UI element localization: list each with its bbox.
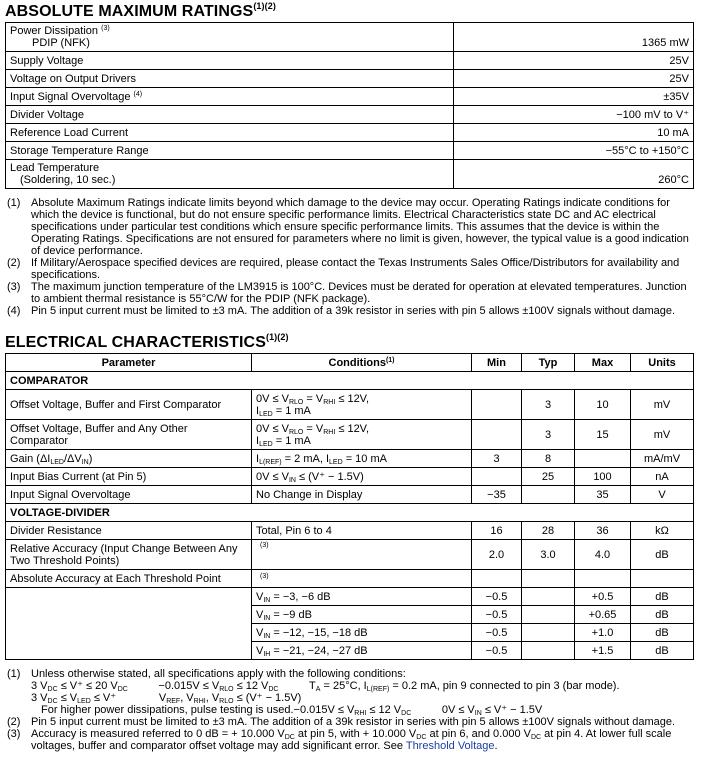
table-row: Input Signal Overvoltage $^{(4)}$ ±35V [6,88,694,106]
table-row: Offset Voltage, Buffer and Any Other Comparator $0V \le V_{RLO} = V_{RHI} \le 12V$, $I_{LED} = 1$ mA 3 15 mV [6,420,694,450]
table-row: Gain $(\Delta I_{LED}/\Delta V_{IN})$ $I_{L(REF)} = 2$ mA, $I_{LED} = 10$ mA 3 8 mA/mV [6,450,694,468]
table-row: Relative Accuracy (Input Change Between Any Two Threshold Points) $^{(3)}$ 2.0 3.0 4.0 dB [6,540,694,570]
table-row: Input Signal Overvoltage No Change in Display −35 35 V [6,486,694,504]
header-typ: Typ [522,354,575,372]
footnote: (2) Pin 5 input current must be limited to ±3 mA. The addition of a 39k resistor in series with pin 5 allows ±100V signals without damage. [7,716,676,728]
footnote: (2) If Military/Aerospace specified devices are required, please contact the Texas Instruments Sales Office/Distributors for availability and specifications. [7,257,680,281]
header-min: Min [472,354,522,372]
section-row: VOLTAGE-DIVIDER [6,504,694,522]
table-row: Offset Voltage, Buffer and First Comparator $0V \le V_{RLO} = V_{RHI} \le 12V$, $I_{LED} = 1$ mA 3 10 mV [6,390,694,420]
table-row: Reference Load Current 10 mA [6,124,694,142]
abs-max-title: ABSOLUTE MAXIMUM $RATINGS^{(1)(2)}$ [5,1,276,20]
abs-max-notes [7,197,693,317]
elec-char-title: ELECTRICAL $CHARACTERISTICS^{(1)(2)}$ [5,332,289,351]
abs-max-table [5,22,694,189]
table-row: Voltage on Output Drivers 25V [6,70,694,88]
table-row: Divider Voltage −100 mV to V⁺ [6,106,694,124]
footnote: (3) The maximum junction temperature of the LM3915 is 100°C. Devices must be derated for operation at elevated temperatures. Junction to ambient thermal resistance is 55°C/W for the PDIP (NFK package). [7,281,687,305]
table-row: Storage Temperature Range −55°C to +150°C [6,142,694,160]
header-conditions: Conditions$^{(1)}$ [252,354,472,372]
table-row: $V_{IN} = -12$, −15, −18 dB −0.5 +1.0 dB [6,624,694,642]
footnote: (4) Pin 5 input current must be limited to ±3 mA. The addition of a 39k resistor in series with pin 5 allows ±100V signals without damage. [7,305,676,317]
footnote: (1) Unless otherwise stated, all specifications apply with the following conditions: 3 $V_{DC} \le V^+ \le 20$ $V_{DC}$ $-0.015V \le V_{RLO} \le 12$ $V_{DC}$ $T_A = 25^\circ C$, $I_{L(REF)} = 0.2$ mA, pin 9 connected to pin 3 (bar mode). 3 $V_{DC} \le V_{LED} \le V^+$ $V_{REF}$, $V_{RHI}$, $V_{RLO} \le (V^+ - 1.5V)$ For higher power dissipations, pulse testing is used.−0.015V ≤ $V_{RHI} \le 12$ $V_{DC}$ $0V \le V_{IN} \le V^+ - 1.5V$ [7,668,620,717]
table-row: Absolute Accuracy at Each Threshold Point $^{(3)}$ [6,570,694,588]
table-row: $V_{IH} = -21$, −24, −27 dB −0.5 +1.5 dB [6,642,694,660]
section-row: COMPARATOR [6,372,694,390]
header-units: Units [631,354,694,372]
table-row: Lead Temperature (Soldering, 10 sec.) 260°C [6,160,694,189]
table-row: Divider Resistance Total, Pin 6 to 4 16 28 36 kΩ [6,522,694,540]
table-row: Supply Voltage 25V [6,52,694,70]
header-parameter: Parameter [6,354,252,372]
elec-char-table [5,353,694,660]
elec-char-notes [7,668,693,752]
footnote: (1) Absolute Maximum Ratings indicate limits beyond which damage to the device may occur. Operating Ratings indicate conditions for which the device is functional, but do not ensure specific performance limits. Electrical Characteristics state DC and AC electrical specifications under particular test conditions which ensure specific performance limits. This assumes that the device is within the Operating Ratings. Specifications are not ensured for parameters where no limit is given, however, the typical value is a good indication of device performance. [7,197,689,257]
table-row: Power Dissipation $^{(3)}$ PDIP (NFK) 1365 mW [6,23,694,52]
header-max: Max [575,354,631,372]
table-row: Input Bias Current (at Pin 5) $0V \le V_{IN} \le (V^+ - 1.5V)$ 25 100 nA [6,468,694,486]
table-row: $V_{IN} = -3$, −6 dB −0.5 +0.5 dB [6,588,694,606]
table-row: $V_{IN} = -9$ dB −0.5 +0.65 dB [6,606,694,624]
footnote: (3) Accuracy is measured referred to 0 dB = + 10.000 $V_{DC}$ at pin 5, with + 10.000 $V_{DC}$ at pin 6, and 0.000 $V_{DC}$ at pin 4. At lower full scale voltages, buffer and comparator offset voltage may add significant error. See Threshold Voltage. [7,728,672,752]
threshold-voltage-link[interactable]: Threshold Voltage [405,740,495,752]
table-header-row [6,354,694,372]
